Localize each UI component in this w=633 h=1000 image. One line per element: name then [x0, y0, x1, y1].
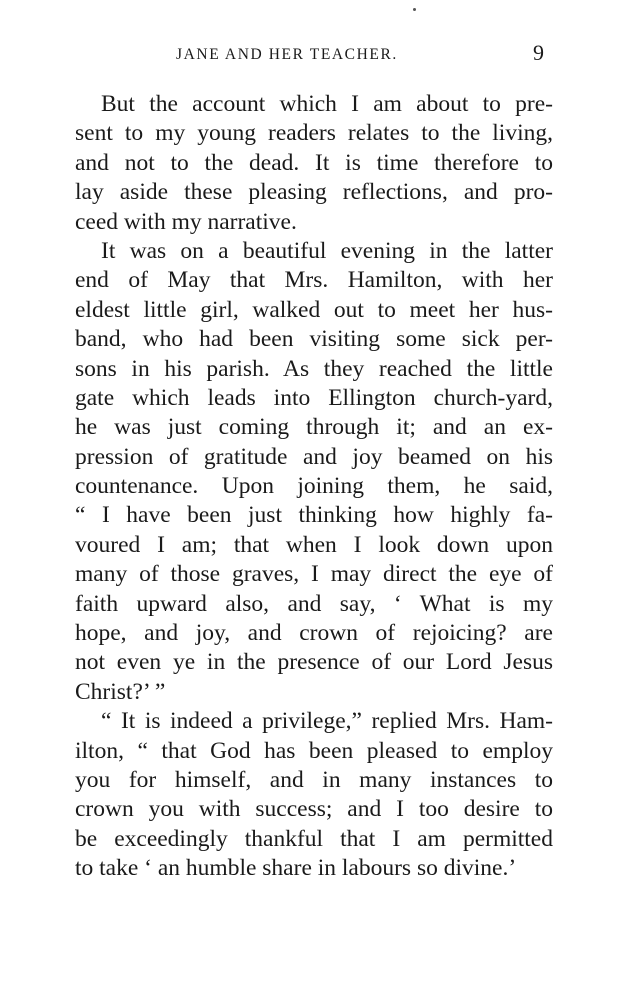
text-line: ilton, “ that God has been pleased to employ: [75, 737, 553, 764]
text-line: end of May that Mrs. Hamilton, with her: [75, 267, 553, 294]
text-line: sons in his parish. As they reached the little: [75, 355, 553, 382]
text-line: to take ‘ an humble share in labours so divine.’: [75, 855, 517, 882]
text-line: crown you with success; and I too desire to: [75, 796, 553, 823]
running-head: JANE AND HER TEACHER.: [176, 46, 398, 63]
text-line: voured I am; that when I look down upon: [75, 531, 553, 558]
text-line: eldest little girl, walked out to meet her hus-: [75, 296, 553, 323]
text-line: It was on a beautiful evening in the latter: [101, 237, 553, 264]
text-line: faith upward also, and say, ‘ What is my: [75, 590, 553, 617]
text-line: But the account which I am about to pre-: [101, 91, 553, 117]
text-line: Christ?’ ”: [75, 678, 166, 705]
text-line: and not to the dead. It is time therefore to: [75, 149, 553, 176]
text-line: many of those graves, I may direct the eye of: [75, 561, 553, 588]
text-line: “ It is indeed a privilege,” replied Mrs. Ham-: [101, 708, 553, 735]
ink-speck: [413, 8, 416, 11]
text-line: not even ye in the presence of our Lord Jesus: [75, 649, 553, 676]
text-line: band, who had been visiting some sick per-: [75, 326, 553, 353]
text-line: “ I have been just thinking how highly fa-: [75, 502, 553, 529]
text-line: hope, and joy, and crown of rejoicing? are: [75, 620, 553, 647]
text-line: gate which leads into Ellington church-yard,: [75, 384, 553, 411]
text-line: you for himself, and in many instances to: [75, 766, 553, 793]
text-line: countenance. Upon joining them, he said,: [75, 473, 553, 500]
text-line: he was just coming through it; and an ex-: [75, 414, 553, 441]
text-line: be exceedingly thankful that I am permitted: [75, 825, 553, 852]
text-line: lay aside these pleasing reflections, and pro-: [75, 179, 553, 206]
body-text: [75, 90, 553, 884]
text-line: pression of gratitude and joy beamed on his: [75, 443, 553, 470]
text-line: ceed with my narrative.: [75, 208, 297, 235]
text-line: sent to my young readers relates to the living,: [75, 120, 553, 147]
page-number: 9: [533, 40, 544, 65]
